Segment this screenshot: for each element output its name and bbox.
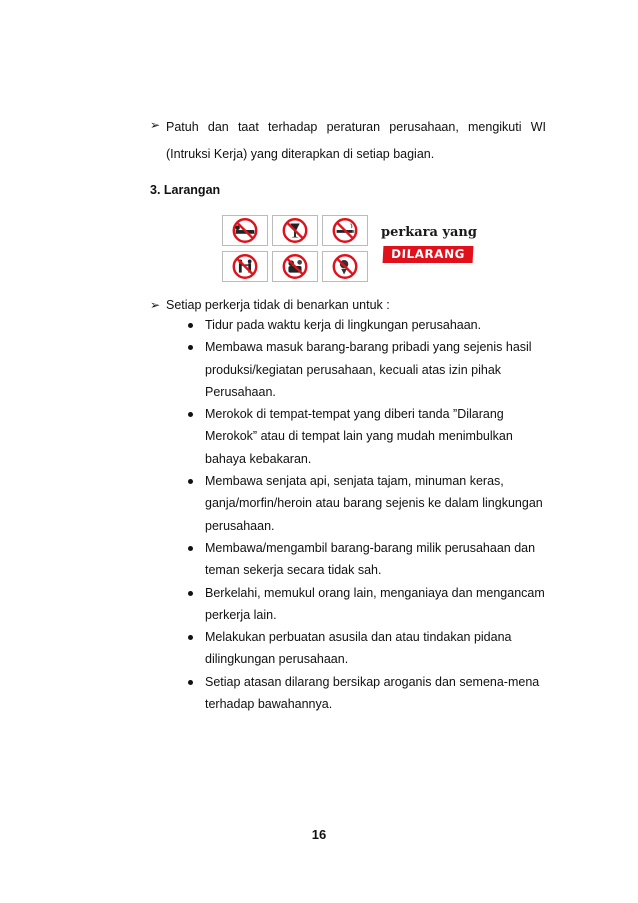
list-item (188, 336, 548, 403)
bullet-dot-icon (188, 680, 193, 685)
prohibited-banner (377, 216, 480, 278)
list-item (188, 626, 548, 671)
no-theft-icon (272, 251, 318, 282)
list-item-text: Berkelahi, memukul orang lain, menganiaya dan mengancam perkerja lain. (205, 585, 545, 622)
bullet-dot-icon (188, 323, 193, 328)
bullet-dot-icon (188, 546, 193, 551)
prohibition-image (222, 212, 480, 286)
no-smoking-icon (322, 215, 368, 246)
banner-line-2: DILARANG (383, 246, 474, 263)
list-item (188, 314, 548, 336)
bullet-dot-icon (188, 635, 193, 640)
arrow-bullet-icon: ➢ (150, 118, 161, 132)
prohibited-list (188, 314, 548, 715)
list-item-text: Membawa masuk barang-barang pribadi yang sejenis hasil produksi/kegiatan perusahaan, kecuali atas izin pihak Perusahaan. (205, 340, 532, 399)
intro-list-item (150, 114, 546, 168)
intro-text: Patuh dan taat terhadap peraturan perusahaan, mengikuti WI (Intruksi Kerja) yang diterapkan di setiap bagian. (166, 120, 546, 161)
page-number: 16 (311, 827, 327, 842)
no-fighting-icon (222, 251, 268, 282)
bullet-dot-icon (188, 412, 193, 417)
bullet-dot-icon (188, 479, 193, 484)
no-sleeping-icon (222, 215, 268, 246)
section-heading: 3. Larangan (150, 183, 221, 197)
list-item (188, 403, 548, 470)
banner-line-1: perkara yang (381, 225, 477, 240)
no-indecency-icon (322, 251, 368, 282)
list-item (188, 470, 548, 537)
list-intro-text: Setiap perkerja tidak di benarkan untuk : (166, 298, 390, 312)
no-alcohol-icon (272, 215, 318, 246)
arrow-bullet-icon: ➢ (150, 298, 161, 312)
list-item-text: Merokok di tempat-tempat yang diberi tanda ”Dilarang Merokok” atau di tempat lain yang mudah menimbulkan bahaya kebakaran. (205, 407, 513, 466)
list-item-text: Setiap atasan dilarang bersikap aroganis dan semena-mena terhadap bawahannya. (205, 674, 540, 712)
list-item (188, 671, 548, 716)
list-item-text: Membawa senjata api, senjata tajam, minuman keras, ganja/morfin/heroin atau barang sejenis ke dalam lingkungan perusahaan. (205, 474, 543, 533)
list-intro-item (150, 294, 546, 316)
list-item-text: Tidur pada waktu kerja di lingkungan perusahaan. (205, 318, 482, 332)
list-item (188, 537, 548, 582)
list-item (188, 582, 548, 627)
bullet-dot-icon (188, 591, 193, 596)
list-item-text: Melakukan perbuatan asusila dan atau tindakan pidana dilingkungan perusahaan. (205, 630, 512, 667)
list-item-text: Membawa/mengambil barang-barang milik perusahaan dan teman sekerja secara tidak sah. (205, 540, 536, 578)
bullet-dot-icon (188, 345, 193, 350)
